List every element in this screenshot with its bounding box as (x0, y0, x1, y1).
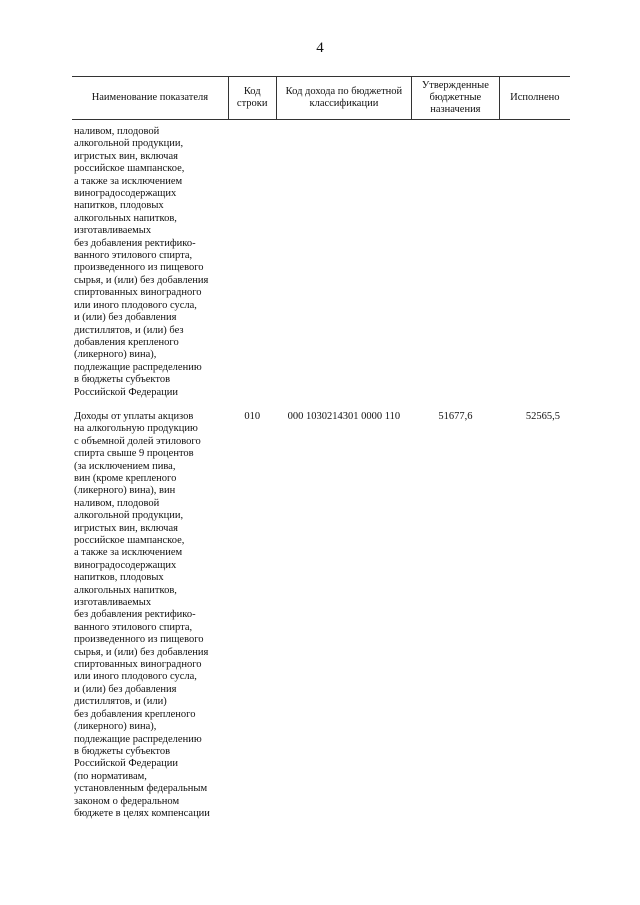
header-executed: Исполнено (499, 77, 570, 120)
row-executed (499, 120, 570, 399)
row-code: 010 (244, 410, 261, 422)
header-code: Код строки (228, 77, 276, 120)
row-executed: 52565,5 (525, 410, 560, 422)
header-approved: Утвержденные бюджетные назначения (412, 77, 500, 120)
table-row (72, 120, 570, 399)
row-classification: 000 1030214301 0000 110 (287, 410, 401, 422)
row-approved (412, 120, 500, 399)
page-number: 4 (316, 40, 324, 56)
table-header-row (72, 77, 570, 120)
row-code (228, 120, 276, 399)
header-classification: Код дохода по бюджетной классификации (276, 77, 411, 120)
row-approved: 51677,6 (438, 410, 473, 422)
header-name: Наименование показателя (72, 77, 228, 120)
table-row (72, 399, 570, 820)
row-classification (276, 120, 411, 399)
row-name: Доходы от уплаты акцизов на алкогольную продукцию с объемной долей этилового спирта свыше 9 процентов (за исключением пива, вин (кроме крепленого (ликерного) вина), вин наливом, плодовой алкогольной продукции, игристых вин, включая российское шампанское, а также за исключением виноградосодержащих напитков, плодовых алкогольных напитков, изготавливаемых без добавления ректифико- ванного этилового спирта, произведенного из пищевого сырья, и (или) без добавления спиртованных виноградного или иного плодового сусла, и (или) без добавления дистиллятов, и (или) без добавления крепленого (ликерного) вина), подлежащие распределению в бюджеты субъектов Российской Федерации (по нормативам, установленным федеральным законом о федеральном бюджете в целях компенсации (74, 410, 210, 819)
row-name: наливом, плодовой алкогольной продукции, игристых вин, включая российское шампанское, а также за исключением виноградосодержащих напитков, плодовых алкогольных напитков, изготавливаемых без добавления ректифико- ванного этилового спирта, произведенного из пищевого сырья, и (или) без добавления спиртованных виноградного или иного плодового сусла, и (или) без добавления дистиллятов, и (или) без добавления крепленого (ликерного) вина), подлежащие распределению в бюджеты субъектов Российской Федерации (74, 126, 209, 398)
income-report-table (72, 76, 570, 820)
